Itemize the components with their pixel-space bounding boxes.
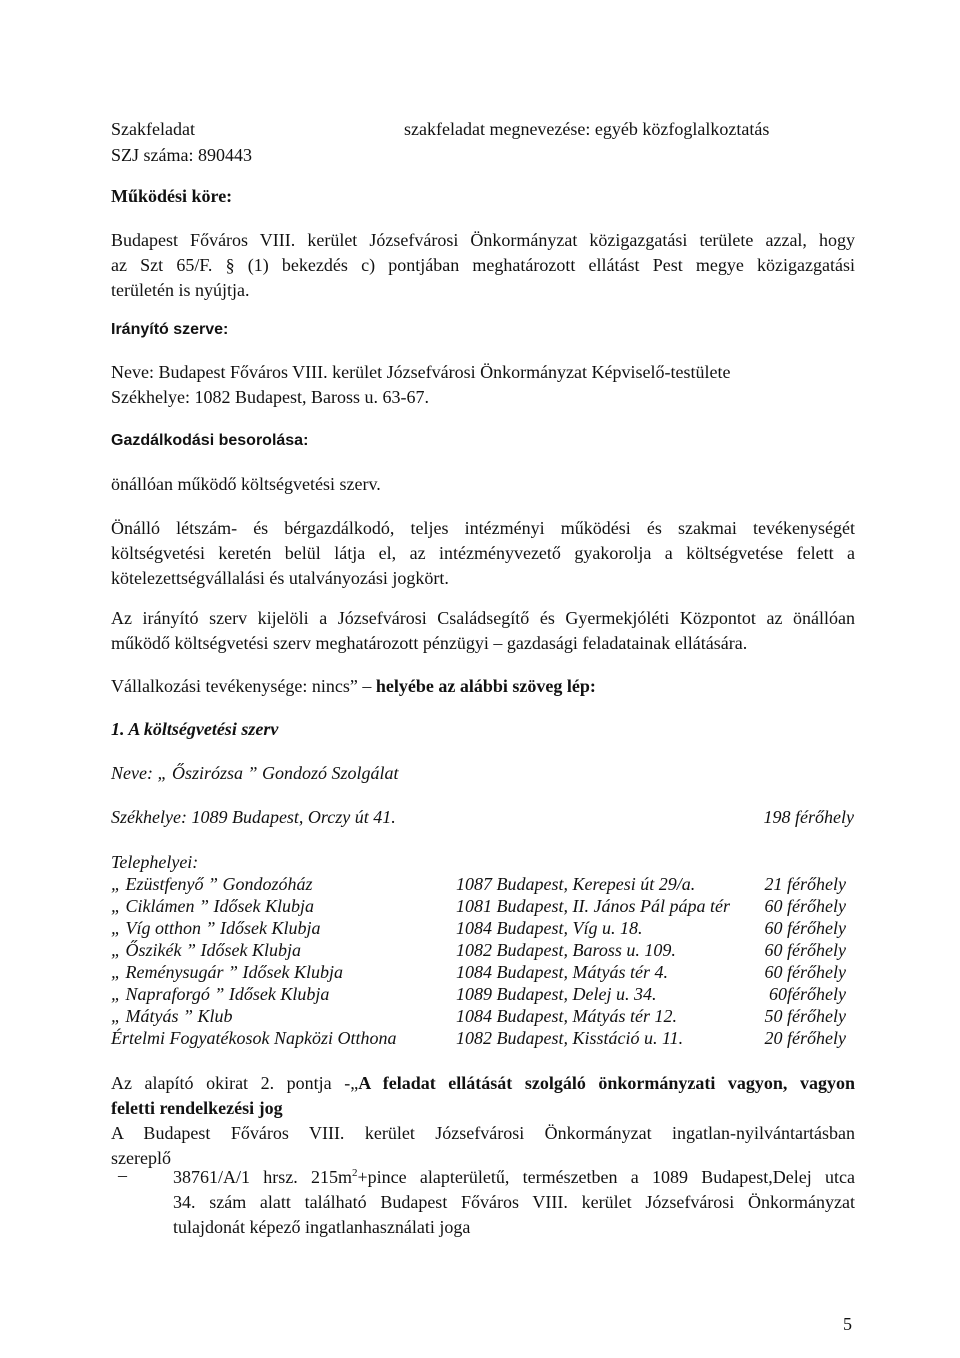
table-row	[111, 939, 846, 961]
page-number: 5	[843, 1314, 852, 1334]
heading-koltsegvetesi-szerv: 1. A költségvetési szerv	[111, 719, 279, 739]
paragraph-alapito-okirat	[111, 1071, 855, 1171]
site-address: 1084 Budapest, Víg u. 18.	[456, 918, 643, 938]
text-line: 34. szám alatt található Budapest Főváros VIII. kerület Józsefvárosi Önkormányzat	[173, 1192, 855, 1212]
text-szerv-neve: Neve: „ Őszirózsa ” Gondozó Szolgálat	[111, 763, 399, 783]
alapito-normal: Az alapító okirat 2. pontja -„	[111, 1073, 359, 1093]
item-text-a: 38761/A/1 hrsz. 215m	[173, 1167, 352, 1187]
table-row	[111, 961, 846, 983]
table-row	[111, 983, 846, 1005]
table-row	[111, 1005, 846, 1027]
table-row	[111, 895, 846, 917]
alapito-bold: A feladat ellátását szolgáló önkormányzati vagyon, vagyon	[358, 1073, 855, 1093]
site-capacity: 60 férőhely	[764, 962, 846, 982]
heading-gazdalkodasi-besorolasa: Gazdálkodási besorolása:	[111, 432, 309, 449]
text-line	[111, 1071, 855, 1096]
site-capacity: 60 férőhely	[764, 940, 846, 960]
text-vallalkozasi	[111, 675, 596, 697]
header-megnevezes: szakfeladat megnevezése: egyéb közfoglalkoztatás	[404, 119, 770, 139]
heading-iranyito-szerve: Irányító szerve:	[111, 321, 229, 338]
text-line: az Szt 65/F. § (1) bekezdés c) pontjában meghatározott ellátást Pest megye közigazgatási	[111, 255, 855, 275]
site-capacity: 21 férőhely	[764, 874, 846, 894]
site-address: 1081 Budapest, II. János Pál pápa tér	[456, 896, 730, 916]
text-line: területén is nyújtja.	[111, 280, 250, 300]
site-address: 1084 Budapest, Mátyás tér 4.	[456, 962, 668, 982]
site-name: „ Mátyás ” Klub	[111, 1006, 233, 1026]
table-row	[111, 1027, 846, 1049]
text-line: Az irányító szerv kijelöli a Józsefvárosi Családsegítő és Gyermekjóléti Központot az önállóan	[111, 608, 855, 628]
text-line: A Budapest Főváros VIII. kerület Józsefvárosi Önkormányzat ingatlan-nyilvántartásban	[111, 1123, 855, 1143]
text-line: feletti rendelkezési jog	[111, 1098, 283, 1118]
site-name: „ Víg otthon ” Idősek Klubja	[111, 918, 321, 938]
text-line: működő költségvetési szerv meghatározott pénzügyi – gazdasági feladatainak ellátására.	[111, 633, 748, 653]
vallalkozasi-bold: helyébe az alábbi szöveg lép:	[375, 676, 596, 696]
site-capacity: 60 férőhely	[764, 918, 846, 938]
text-line: kötelezettségvállalási és utalványozási jogkört.	[111, 568, 449, 588]
site-address: 1089 Budapest, Delej u. 34.	[456, 984, 657, 1004]
paragraph-mukodesi-kore	[111, 228, 855, 303]
heading-mukodesi-kore: Működési köre:	[111, 186, 233, 206]
table-row	[111, 873, 846, 895]
site-name: „ Őszikék ” Idősek Klubja	[111, 940, 301, 960]
text-gazdalkodasi: önállóan működő költségvetési szerv.	[111, 474, 381, 494]
site-name: „ Napraforgó ” Idősek Klubja	[111, 984, 330, 1004]
site-name: „ Ezüstfenyő ” Gondozóház	[111, 874, 313, 894]
site-capacity: 60férőhely	[769, 984, 846, 1004]
text-line: költségvetési keretén belül látja el, az intézményvezető gyakorolja a költségvetése felett a	[111, 543, 855, 563]
text-line	[173, 1165, 855, 1190]
text-iranyito-neve: Neve: Budapest Főváros VIII. kerület Józsefvárosi Önkormányzat Képviselő-testülete	[111, 362, 731, 382]
paragraph-onallo	[111, 516, 855, 591]
site-address: 1082 Budapest, Baross u. 109.	[456, 940, 676, 960]
text-iranyito-szekhelye: Székhelye: 1082 Budapest, Baross u. 63-67.	[111, 387, 429, 407]
list-item	[173, 1165, 855, 1240]
text-line: szereplő	[111, 1148, 171, 1168]
site-name: „ Reménysugár ” Idősek Klubja	[111, 962, 343, 982]
site-address: 1087 Budapest, Kerepesi út 29/a.	[456, 874, 696, 894]
text-line: tulajdonát képező ingatlanhasználati joga	[173, 1217, 471, 1237]
label-telephelyei: Telephelyei:	[111, 852, 199, 872]
site-name: Értelmi Fogyatékosok Napközi Otthona	[111, 1028, 397, 1048]
vallalkozasi-normal: Vállalkozási tevékenysége: nincs” –	[111, 676, 376, 696]
item-text-b: +pince alapterületű, természetben a 1089 Budapest,Delej utca	[357, 1167, 855, 1187]
text-szerv-szekhelye: Székhelye: 1089 Budapest, Orczy út 41.	[111, 807, 396, 827]
superscript: 2	[352, 1167, 358, 1179]
text-line: Önálló létszám- és bérgazdálkodó, teljes intézményi működési és szakmai tevékenységét	[111, 518, 855, 538]
text-szekhely-ferohely: 198 férőhely	[763, 807, 854, 827]
site-address: 1084 Budapest, Mátyás tér 12.	[456, 1006, 677, 1026]
paragraph-iranyito-kijeloli	[111, 606, 855, 656]
bullet-dash: –	[118, 1165, 127, 1185]
site-capacity: 60 férőhely	[764, 896, 846, 916]
site-capacity: 20 férőhely	[764, 1028, 846, 1048]
header-szakfeladat: Szakfeladat	[111, 119, 195, 139]
site-name: „ Ciklámen ” Idősek Klubja	[111, 896, 314, 916]
header-szj-szama: SZJ száma: 890443	[111, 145, 252, 165]
site-capacity: 50 férőhely	[764, 1006, 846, 1026]
table-row	[111, 917, 846, 939]
site-address: 1082 Budapest, Kisstáció u. 11.	[456, 1028, 684, 1048]
text-line: Budapest Főváros VIII. kerület Józsefvárosi Önkormányzat közigazgatási területe azzal, hogy	[111, 230, 855, 250]
